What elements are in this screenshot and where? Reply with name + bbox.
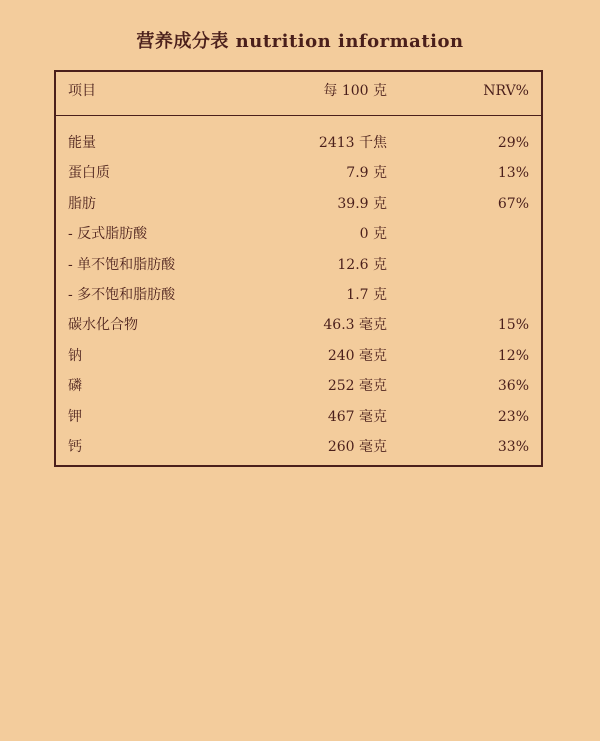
table-row [56, 196, 541, 226]
nutrient-amount: 260 毫克 [327, 438, 387, 455]
nutrient-nrv: 67% [497, 195, 529, 212]
nutrient-nrv: 15% [497, 317, 529, 334]
nutrient-name: 碳水化合物 [68, 317, 138, 334]
nutrient-name: 蛋白质 [68, 165, 110, 182]
nutrient-name: 钙 [68, 438, 82, 455]
table-row [56, 439, 541, 469]
nutrient-nrv: 29% [497, 135, 529, 151]
nutrient-name: - 反式脂肪酸 [68, 226, 148, 243]
nutrient-nrv: 23% [497, 408, 529, 425]
table-header [56, 72, 541, 116]
header-nrv: NRV% [483, 83, 529, 99]
header-per-100g: 每 100 克 [323, 83, 387, 99]
nutrition-table [54, 70, 543, 467]
table-row [56, 165, 541, 195]
nutrient-nrv: 33% [497, 438, 529, 455]
table-body [56, 135, 541, 469]
nutrient-amount: 0 克 [359, 226, 387, 243]
nutrient-amount: 467 毫克 [327, 408, 387, 425]
table-row [56, 135, 541, 165]
nutrient-name: - 单不饱和脂肪酸 [68, 256, 176, 273]
nutrient-name: - 多不饱和脂肪酸 [68, 286, 176, 303]
nutrient-amount: 2413 千焦 [318, 135, 387, 151]
nutrient-amount: 12.6 克 [337, 256, 387, 273]
nutrient-amount: 39.9 克 [337, 195, 387, 212]
table-row [56, 378, 541, 408]
nutrient-name: 钾 [68, 408, 82, 425]
table-row [56, 257, 541, 287]
page-title: 营养成分表 nutrition information [136, 31, 464, 52]
nutrient-amount: 252 毫克 [327, 378, 387, 395]
nutrient-name: 钠 [68, 347, 82, 364]
table-row [56, 409, 541, 439]
table-row [56, 226, 541, 256]
nutrient-amount: 7.9 克 [346, 165, 387, 182]
nutrient-amount: 46.3 毫克 [323, 317, 387, 334]
table-row [56, 348, 541, 378]
nutrient-nrv: 36% [497, 378, 529, 395]
nutrient-name: 能量 [68, 135, 96, 151]
header-item: 项目 [68, 83, 96, 99]
table-row [56, 287, 541, 317]
nutrient-nrv: 12% [497, 347, 529, 364]
nutrient-nrv: 13% [497, 165, 529, 182]
table-row [56, 317, 541, 347]
nutrient-name: 脂肪 [68, 195, 96, 212]
nutrient-amount: 1.7 克 [346, 286, 387, 303]
nutrient-amount: 240 毫克 [327, 347, 387, 364]
nutrient-name: 磷 [68, 378, 82, 395]
